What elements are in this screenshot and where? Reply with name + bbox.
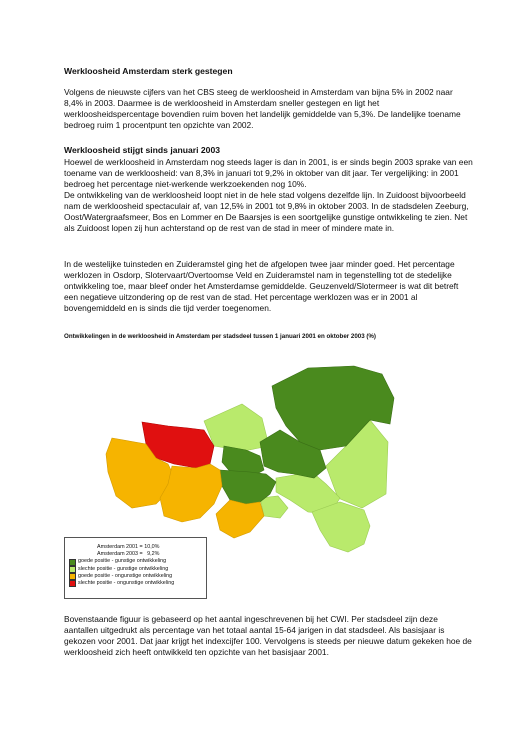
closing-paragraph: Bovenstaande figuur is gebaseerd op het aantal ingeschrevenen bij het CWI. Per stadsdeel zijn deze aantallen uitgedrukt als percentage van het totaal aantal 15-64 jarigen in dat stadsdeel. Als basisjaar is gekozen voor 2001. Dat jaar krijgt het indexcijfer 100. Vervolgens is steeds per nieuwe datum gekeken hoe de werkloosheid zich heeft ontwikkeld ten opzichte van het basisjaar 2001. — [64, 614, 472, 658]
paragraph-west: In de westelijke tuinsteden en Zuideramstel ging het de afgelopen twee jaar minder goed. Het percentage werklozen in Osdorp, Slotervaart/Overtoomse Veld en Zuideramstel nam in tegenstelling tot de stedelijke ontwikkeling toe, maar bleef onder het Amsterdamse gemiddelde. Geuzenveld/Slotermeer is wat dit betreft een negatieve uitzondering op de rest van de stad. Het percentage werklozen was er in 2001 al bovengemiddeld en is sinds die tijd verder toegenomen. — [64, 259, 459, 314]
map-district-zuidoost-edge — [312, 502, 370, 552]
legend-stat-2003: Amsterdam 2003 = 9,2% — [97, 551, 160, 558]
legend-item-label: goede positie - ongunstige ontwikkeling — [78, 572, 173, 579]
map-district-zuideramstel — [216, 500, 264, 538]
article-title: Werkloosheid Amsterdam sterk gestegen — [64, 66, 233, 76]
section-paragraph-1: Hoewel de werkloosheid in Amsterdam nog steeds lager is dan in 2001, is er sinds begin 2003 sprake van een toename van de werkloosheid: van 8,3% in januari tot 9,2% in oktober van dit jaar. Ter vergelijking: in 2001 bedroeg het percentage niet-werkende werkzoekenden nog 10%. — [64, 157, 473, 190]
legend-swatch — [69, 566, 76, 573]
legend-item-label: goede positie - gunstige ontwikkeling — [78, 558, 167, 565]
legend-item — [69, 580, 202, 587]
legend-item-label: slechte positie - gunstige ontwikkeling — [78, 565, 169, 572]
legend-item — [69, 566, 202, 573]
legend-swatch — [69, 573, 76, 580]
legend-item — [69, 573, 202, 580]
legend-swatch — [69, 580, 76, 587]
legend-item — [69, 558, 202, 565]
section-heading: Werkloosheid stijgt sinds januari 2003 — [64, 145, 221, 155]
map-legend — [64, 537, 207, 599]
section-paragraph-2: De ontwikkeling van de werkloosheid loopt niet in de hele stad volgens dezelfde lijn. In Zuidoost bijvoorbeeld nam de werkloosheid spectaculair af, van 12,5% in 2001 tot 9,8% in oktober 2003. In de stadsdelen Zeeburg, Oost/Watergraafsmeer, Bos en Lommer en De Baarsjes is een soortgelijke gunstige ontwikkeling te zien. Net als Zuidoost lopen zij hun achterstand op de rest van de stad in meer of mindere mate in. — [64, 190, 469, 234]
legend-swatch — [69, 559, 76, 566]
legend-stat-2001: Amsterdam 2001 = 10,0% — [97, 544, 160, 550]
intro-paragraph: Volgens de nieuwste cijfers van het CBS steeg de werkloosheid in Amsterdam van bijna 5% in 2002 naar 8,4% in 2003. Daarmee is de werkloosheid in Amsterdam sneller gestegen en ligt het werkloosheidspercentage bovendien ruim boven het landelijk gemiddelde van 5,3%. De landelijke toename bedroeg ruim 1 procentpunt ten opzichte van 2002. — [64, 87, 461, 131]
figure-caption: Ontwikkelingen in de werkloosheid in Amsterdam per stadsdeel tussen 1 januari 2001 en oktober 2003 (%) — [64, 333, 376, 340]
map-district-south-tip — [260, 496, 288, 518]
map-district-noord-west-edge — [204, 404, 269, 451]
legend-item-label: slechte positie - ongunstige ontwikkeling — [78, 580, 175, 587]
